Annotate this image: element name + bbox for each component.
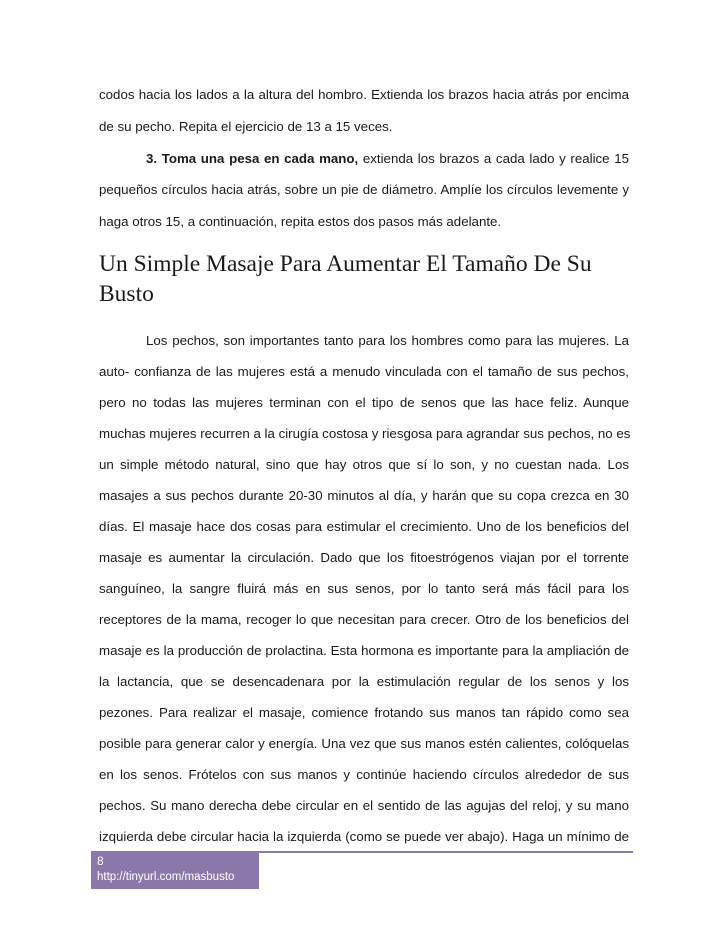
footer-rule xyxy=(259,851,633,853)
paragraph-line: la lactancia, que se desencadenara por la estimulación regular de los senos y los xyxy=(99,674,629,689)
paragraph-line: muchas mujeres recurren a la cirugía costosa y riesgosa para agrandar sus pechos, no es xyxy=(99,426,631,441)
paragraph-line: días. El masaje hace dos cosas para estimular el crecimiento. Uno de los beneficios del xyxy=(99,519,629,534)
paragraph-line: pero no todas las mujeres terminan con el tipo de senos que las hace feliz. Aunque xyxy=(99,395,629,410)
page-number: 8 xyxy=(97,854,104,868)
section-heading-line-1: Un Simple Masaje Para Aumentar El Tamaño De Su xyxy=(99,251,592,277)
step-3-line-3: haga otros 15, a continuación, repita estos dos pasos más adelante. xyxy=(99,214,502,229)
paragraph-line: pezones. Para realizar el masaje, comience frotando sus manos tan rápido como sea xyxy=(99,705,629,720)
step-3-line-1 xyxy=(146,150,629,167)
footer-link[interactable]: http://tinyurl.com/masbusto xyxy=(97,871,235,883)
paragraph-line: un simple método natural, sino que hay otros que sí lo son, y no cuestan nada. Los xyxy=(99,457,629,472)
paragraph-line: izquierda debe circular hacia la izquierda (como se puede ver abajo). Haga un mínimo de xyxy=(99,829,629,844)
paragraph-line: pechos. Su mano derecha debe circular en el sentido de las agujas del reloj, y su mano xyxy=(99,798,629,813)
paragraph-line: posible para generar calor y energía. Una vez que sus manos estén calientes, colóquelas xyxy=(99,736,629,751)
step-3-text: extienda los brazos a cada lado y realice 15 xyxy=(358,151,629,166)
step-3-label: 3. Toma una pesa en cada mano, xyxy=(146,151,359,166)
paragraph-line: masaje es aumentar la circulación. Dado que los fitoestrógenos viajan por el torrente xyxy=(99,550,629,565)
paragraph-line: masaje es la producción de prolactina. Esta hormona es importante para la ampliación de xyxy=(99,643,629,658)
intro-line-2: de su pecho. Repita el ejercicio de 13 a 15 veces. xyxy=(99,119,393,134)
section-heading-line-2: Busto xyxy=(99,281,154,307)
paragraph-line: auto- confianza de las mujeres está a menudo vinculada con el tamaño de sus pechos, xyxy=(99,364,629,379)
section-heading xyxy=(99,249,629,309)
paragraph-line: Los pechos, son importantes tanto para los hombres como para las mujeres. La xyxy=(146,333,629,348)
paragraph-line: en los senos. Frótelos con sus manos y continúe haciendo círculos alrededor de sus xyxy=(99,767,629,782)
intro-line-1: codos hacia los lados a la altura del hombro. Extienda los brazos hacia atrás por encima xyxy=(99,87,629,102)
paragraph-line: sanguíneo, la sangre fluirá más en sus senos, por lo tanto será más fácil para los xyxy=(99,581,629,596)
paragraph-line: masajes a sus pechos durante 20-30 minutos al día, y harán que su copa crezca en 30 xyxy=(99,488,629,503)
step-3-line-2: pequeños círculos hacia atrás, sobre un pie de diámetro. Amplíe los círculos levemente y xyxy=(99,182,629,197)
paragraph-line: receptores de la mama, recoger lo que necesitan para crecer. Otro de los beneficios del xyxy=(99,612,629,627)
